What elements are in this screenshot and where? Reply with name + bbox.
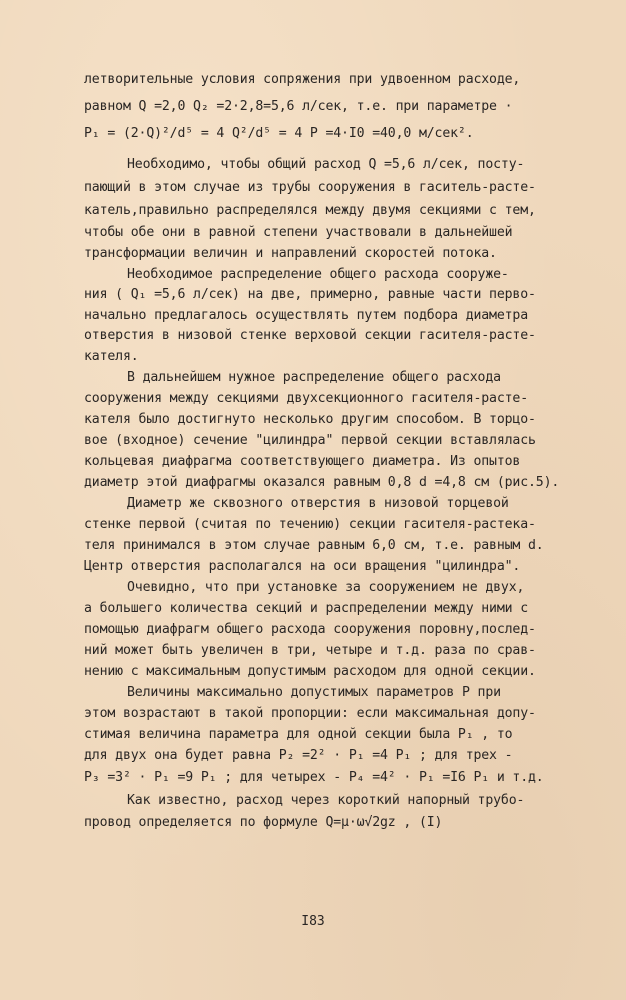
text-line: стенке первой (считая по течению) секции гасителя-растека-	[84, 517, 536, 532]
page-number: I83	[301, 914, 325, 929]
text-line: равном Q =2,0 Q₂ =2·2,8=5,6 л/сек, т.е. при параметре ·	[84, 99, 513, 114]
text-line: ния ( Q₁ =5,6 л/сек) на две, примерно, равные части перво-	[84, 287, 536, 302]
text-line: Как известно, расход через короткий напорный трубо-	[127, 793, 525, 808]
text-line: а большего количества секций и распределении между ними с	[84, 601, 529, 616]
text-line: пающий в этом случае из трубы сооружения в гаситель-расте-	[84, 180, 536, 195]
text-line: кольцевая диафрагма соответствующего диаметра. Из опытов	[84, 454, 521, 469]
text-line: трансформации величин и направлений скоростей потока.	[84, 246, 497, 261]
text-line: стимая величина параметра для одной секции была P₁ , то	[84, 727, 513, 742]
formula-line: для двух она будет равна P₂ =2² · P₁ =4 P₁ ; для трех -	[84, 748, 513, 763]
text-line: Необходимое распределение общего расхода сооруже-	[127, 267, 509, 282]
formula-line: провод определяется по формуле Q=μ·ω√2gz , (I)	[84, 815, 443, 830]
formula-line: P₃ =3² · P₁ =9 P₁ ; для четырех - P₄ =4² · P₁ =I6 P₁ и т.д.	[84, 770, 544, 785]
text-line: чтобы обе они в равной степени участвовали в дальнейшей	[84, 225, 513, 240]
text-line: ний может быть увеличен в три, четыре и т.д. раза по срав-	[84, 643, 536, 658]
text-line: катель,правильно распределялся между двумя секциями с тем,	[84, 203, 536, 218]
text-line: Необходимо, чтобы общий расход Q =5,6 л/сек, посту-	[127, 157, 525, 172]
text-line: диаметр этой диафрагмы оказался равным 0,8 d =4,8 см (рис.5).	[84, 475, 560, 490]
text-line: нению с максимальным допустимым расходом для одной секции.	[84, 664, 536, 679]
text-line: начально предлагалось осуществлять путем подбора диаметра	[84, 308, 529, 323]
formula-line: P₁ = (2·Q)²/d⁵ = 4 Q²/d⁵ = 4 P =4·I0 =40,0 м/сек².	[84, 126, 474, 141]
text-line: Диаметр же сквозного отверстия в низовой торцевой	[127, 496, 509, 511]
text-line: В дальнейшем нужное распределение общего расхода	[127, 370, 501, 385]
text-line: вое (входное) сечение "цилиндра" первой секции вставлялась	[84, 433, 536, 448]
text-line: Очевидно, что при установке за сооружением не двух,	[127, 580, 525, 595]
text-line: отверстия в низовой стенке верховой секции гасителя-расте-	[84, 328, 536, 343]
text-line: помощью диафрагм общего расхода сооружения поровну,послед-	[84, 622, 536, 637]
text-line: летворительные условия сопряжения при удвоенном расходе,	[84, 72, 521, 87]
text-line: этом возрастают в такой пропорции: если максимальная допу-	[84, 706, 536, 721]
text-line: Величины максимально допустимых параметров P при	[127, 685, 501, 700]
text-line: кателя было достигнуто несколько другим способом. В торцо-	[84, 412, 536, 427]
text-line: сооружения между секциями двухсекционного гасителя-расте-	[84, 391, 529, 406]
text-line: теля принимался в этом случае равным 6,0 см, т.е. равным d.	[84, 538, 544, 553]
text-line: кателя.	[84, 349, 139, 364]
text-line: Центр отверстия располагался на оси вращения "цилиндра".	[84, 559, 521, 574]
